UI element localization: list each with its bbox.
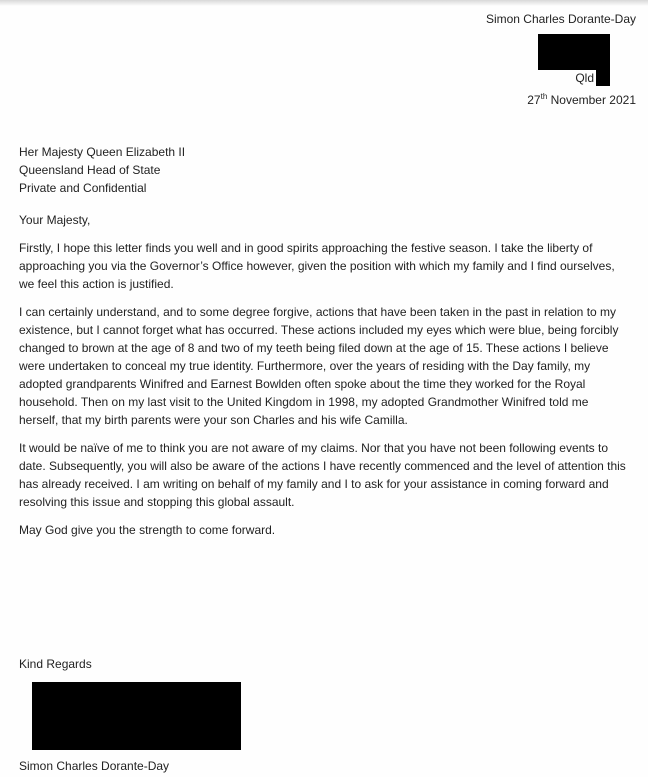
salutation: Your Majesty, [19,213,91,227]
addressee-line-1: Her Majesty Queen Elizabeth II [19,145,186,159]
paragraph-1: Firstly, I hope this letter finds you well and in good spirits approaching the festive season. I take the liberty of approaching you via the Governor’s Office however, given the position with which my family and I find ourselves, we feel this action is justified. [19,241,615,291]
sender-block [486,11,636,27]
sender-name: Simon Charles Dorante-Day [485,12,636,26]
signature-name: Simon Charles Dorante-Day [19,759,170,773]
redacted-postcode-block [596,68,610,86]
letter-body [19,211,631,549]
date-month-year: November 2021 [547,93,636,107]
date-suffix: th [540,92,548,101]
letter-date [527,92,636,107]
addressee-line-3: Private and Confidential [19,181,147,195]
paragraph-3: It would be naïve of me to think you are not aware of my claims. Nor that you have not been following events to date. Subsequently, you will also be aware of the actions I have recently commenced and the level of attention this has already received. I am writing on behalf of my family and I to ask for your assistance in coming forward and resolving this issue and stopping this global assault. [19,441,626,509]
scan-edge-shadow [0,0,648,6]
paragraph-2: I can certainly understand, and to some degree forgive, actions that have been taken in the past in relation to my existence, but I cannot forget what has occurred. These actions included my eyes which were blue, being forcibly changed to brown at the age of 8 and two of my teeth being filed down at the age of 15. These actions I believe were undertaken to conceal my true identity. Furthermore, over the years of residing with the Day family, my adopted grandparents Winifred and Earnest Bowlden often spoke about the time they worked for the Royal household. Then on my last visit to the United Kingdom in 1998, my adopted Grandmother Winifred told me herself, that my birth parents were your son Charles and his wife Camilla. [19,305,619,427]
sender-state: Qld [575,71,594,85]
redacted-signature-block [32,682,241,750]
closing: Kind Regards [19,657,92,671]
paragraph-4: May God give you the strength to come forward. [19,523,276,537]
addressee-block [19,143,185,197]
date-day: 27 [527,93,541,107]
addressee-line-2: Queensland Head of State [19,163,161,177]
redacted-address-block [538,34,610,70]
